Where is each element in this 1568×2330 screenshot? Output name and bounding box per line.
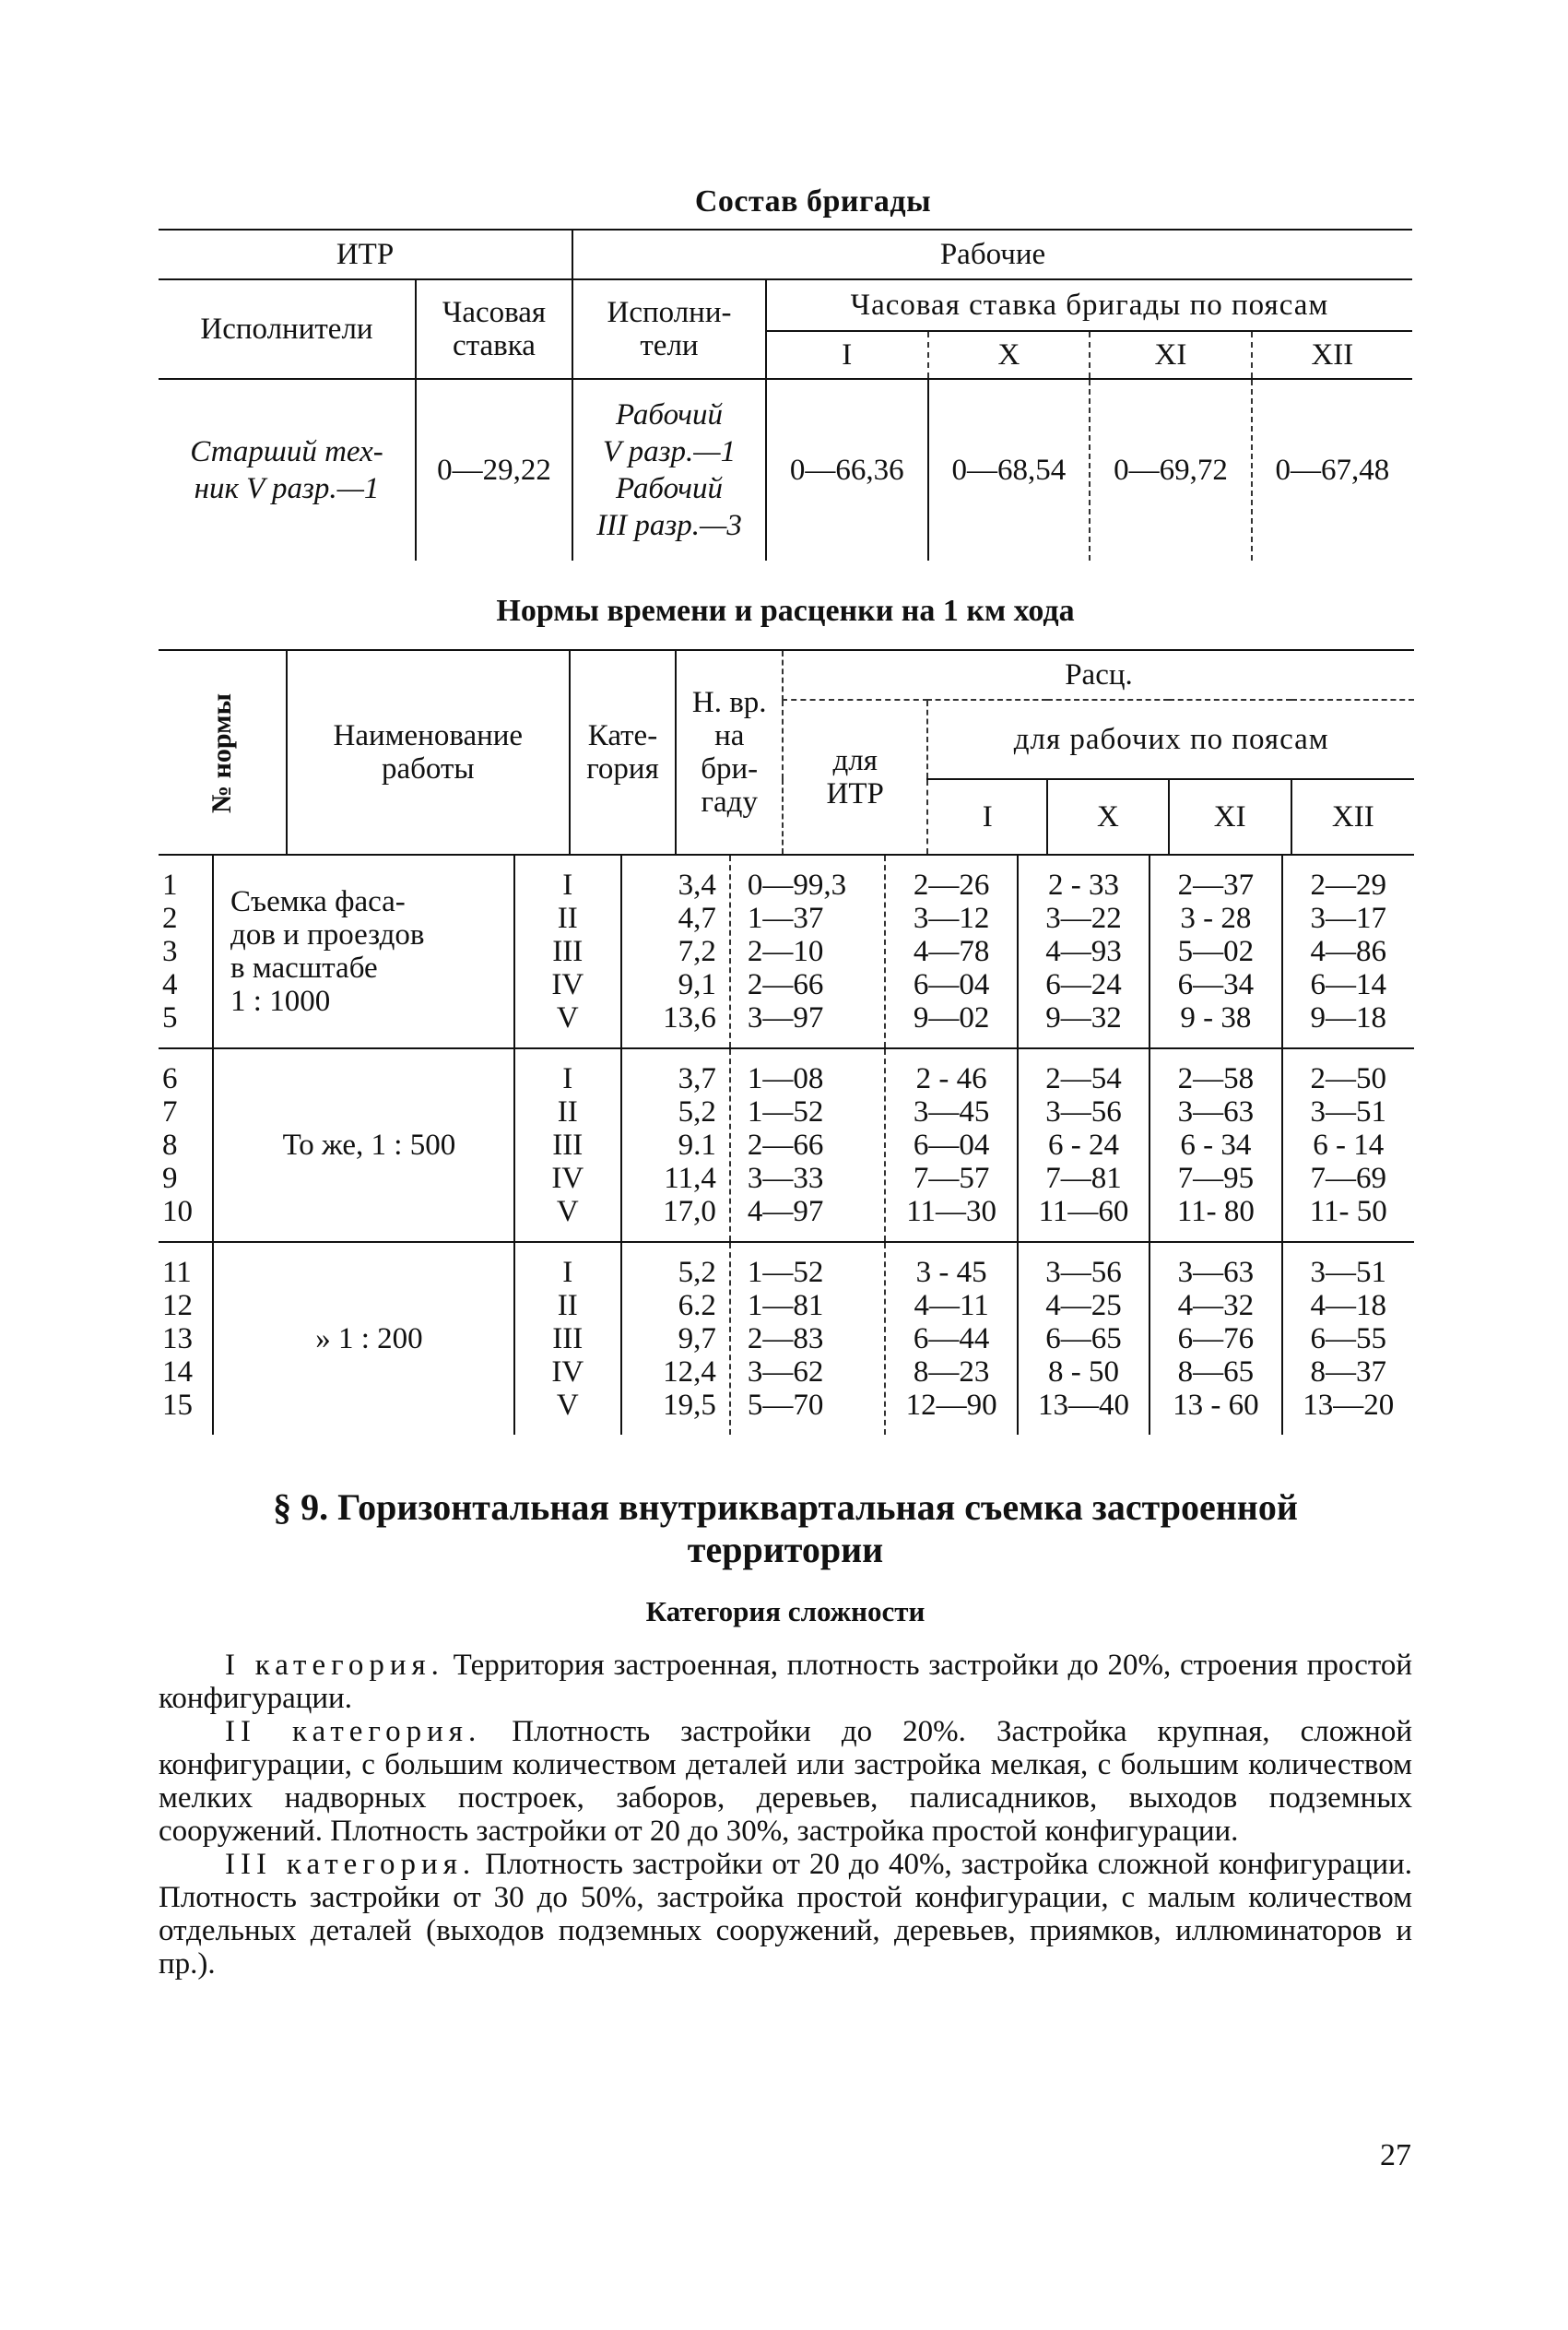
work-name: Съемка фаса- дов и проездов в масштабе 1 : 1000 (213, 856, 514, 1048)
zone-I-head: I (927, 779, 1047, 855)
norms-block (159, 1242, 1414, 1435)
zone-X-rates: 3—56 4—25 6—65 8 - 50 13—40 (1018, 1242, 1149, 1435)
page-number: 27 (1380, 2138, 1411, 2172)
itr-rates: 0—99,3 1—37 2—10 2—66 3—97 (730, 856, 886, 1048)
col-performers-workers: Исполни- тели (572, 279, 766, 379)
col-itr: для ИТР (783, 700, 927, 855)
norm-numbers: 1 2 3 4 5 (162, 869, 178, 1035)
categories: I II III IV V (514, 1048, 621, 1242)
itr-header: ИТР (159, 230, 572, 279)
col-hourly-rate: Часовая ставка (416, 279, 572, 379)
section-title: § 9. Горизонтальная внутриквартальная съемка застроенной территории (273, 1486, 1298, 1570)
zone-XII-rates: 2—29 3—17 4—86 6—14 9—18 (1282, 856, 1414, 1048)
itr-rates: 1—08 1—52 2—66 3—33 4—97 (730, 1048, 886, 1242)
itr-rates: 1—52 1—81 2—83 3—62 5—70 (730, 1242, 886, 1435)
brigade-composition-table (159, 229, 1412, 561)
brigade-hours: 3,4 4,7 7,2 9,1 13,6 (621, 856, 730, 1048)
zone-X-rates: 2 - 33 3—22 4—93 6—24 9—32 (1018, 856, 1149, 1048)
zone-rate-XI: 0—69,72 (1090, 379, 1252, 561)
norm-numbers: 6 7 8 9 10 (159, 1048, 213, 1242)
section-subtitle: Категория сложности (645, 1595, 925, 1627)
categories: I II III IV V (514, 856, 621, 1048)
category-2-paragraph: II категория. Плотность застройки до 20%. Застройка крупная, сложной конфигурации, с большим количеством деталей или застройка мелкая, с большим количеством мелких надворных построек, заборов, деревьев, палисадников, выходов подземных сооружений. Плотность застройки от 20 до 30%, застройка простой конфигурации. (159, 1715, 1412, 1848)
zone-XII-rates: 2—50 3—51 6 - 14 7—69 11- 50 (1282, 1048, 1414, 1242)
zone-I: I (766, 331, 928, 379)
col-category: Кате- гория (570, 650, 677, 855)
itr-rate: 0—29,22 (416, 379, 572, 561)
norms-block (159, 1048, 1414, 1242)
zone-X-rates: 2—54 3—56 6 - 24 7—81 11—60 (1018, 1048, 1149, 1242)
zone-XI-head: XI (1169, 779, 1291, 855)
norms-table-body (159, 856, 1414, 1435)
zone-X-head: X (1047, 779, 1169, 855)
col-work-name: Наименование работы (287, 650, 570, 855)
zone-rate-I: 0—66,36 (766, 379, 928, 561)
norms-body (159, 856, 1412, 1435)
category-1-paragraph: I категория. Территория застроенная, плотность застройки до 20%, строения простой конфигурации. (159, 1649, 1413, 1715)
norm-numbers: 11 12 13 14 15 (159, 1242, 213, 1435)
zone-rate-X: 0—68,54 (928, 379, 1091, 561)
zone-XII-rates: 3—51 4—18 6—55 8—37 13—20 (1282, 1242, 1414, 1435)
col-performers: Исполнители (159, 279, 416, 379)
itr-performer: Старший тех- ник V разр.—1 (190, 435, 383, 505)
zone-I-rates: 3 - 45 4—11 6—44 8—23 12—90 (885, 1242, 1017, 1435)
workers-list: Рабочий V разр.—1 Рабочий III разр.—3 (572, 379, 766, 561)
zone-XII: XII (1252, 331, 1412, 379)
work-name: То же, 1 : 500 (213, 1048, 514, 1242)
brigade-table-title: Состав бригады (694, 184, 932, 219)
zone-I-rates: 2—26 3—12 4—78 6—04 9—02 (885, 856, 1017, 1048)
zone-X: X (928, 331, 1091, 379)
zone-I-rates: 2 - 46 3—45 6—04 7—57 11—30 (885, 1048, 1017, 1242)
norms-block (159, 856, 1414, 1048)
zone-XI-rates: 2—58 3—63 6 - 34 7—95 11- 80 (1149, 1048, 1281, 1242)
norms-table-title: Нормы времени и расценки на 1 км хода (496, 594, 1075, 628)
zone-XI: XI (1090, 331, 1252, 379)
zone-XI-rates: 2—37 3 - 28 5—02 6—34 9 - 38 (1149, 856, 1281, 1048)
col-norm-number: № нормы (159, 650, 287, 855)
col-brigade-rate: Часовая ставка бригады по поясам (766, 279, 1412, 331)
category-3-paragraph: III категория. Плотность застройки от 20 до 40%, застройка сложной конфигурации. Плотность застройки от 30 до 50%, застройка простой конфигурации, с малым количеством отдельных деталей (выходов подземных сооружений, деревьев, приямков, иллюминаторов и пр.). (159, 1848, 1412, 1981)
norms-table (159, 649, 1414, 856)
brigade-hours: 5,2 6.2 9,7 12,4 19,5 (621, 1242, 730, 1435)
col-hours: Н. вр. на бри- гаду (676, 650, 783, 855)
zone-XI-rates: 3—63 4—32 6—76 8—65 13 - 60 (1149, 1242, 1281, 1435)
brigade-hours: 3,7 5,2 9.1 11,4 17,0 (621, 1048, 730, 1242)
zone-XII-head: XII (1291, 779, 1414, 855)
page (159, 184, 1412, 1981)
workers-header: Рабочие (572, 230, 1412, 279)
categories: I II III IV V (514, 1242, 621, 1435)
zone-rate-XII: 0—67,48 (1252, 379, 1412, 561)
col-rates: Расц. (783, 650, 1414, 700)
work-name: » 1 : 200 (213, 1242, 514, 1435)
col-workers-zones: для рабочих по поясам (927, 700, 1414, 779)
